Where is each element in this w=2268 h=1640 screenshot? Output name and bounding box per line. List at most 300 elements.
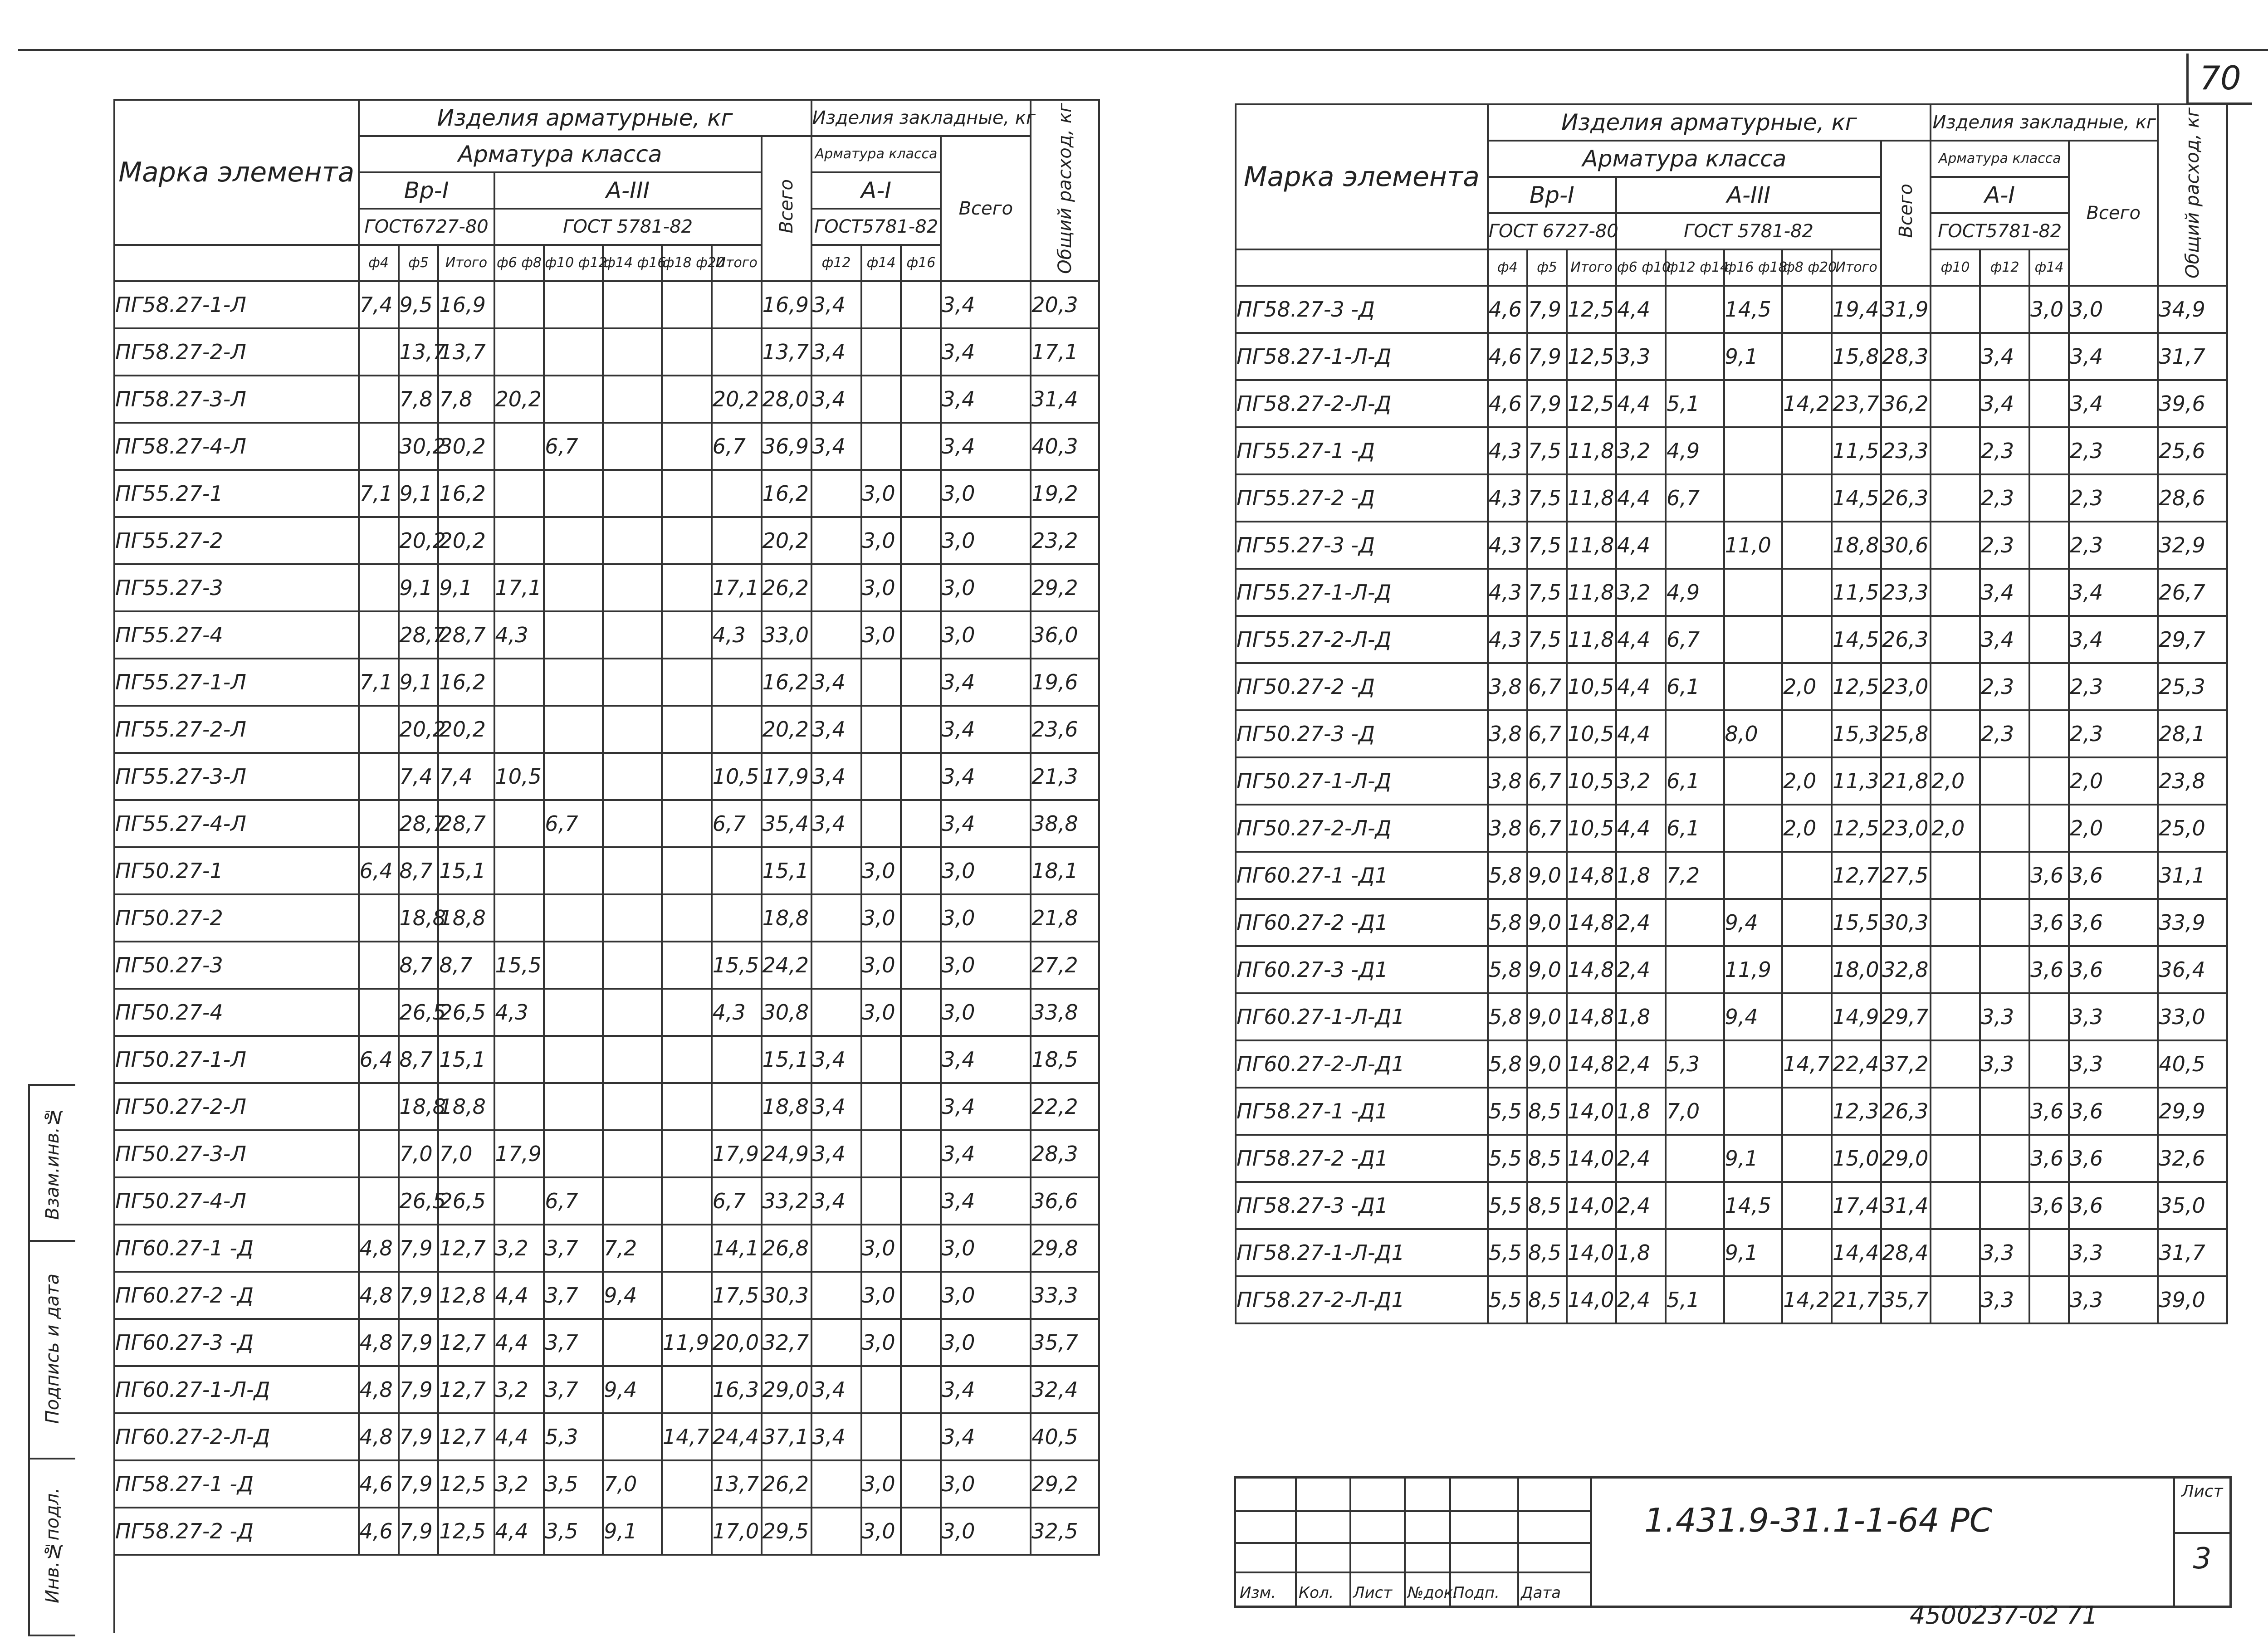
table-cell: 3,4 [811, 1083, 861, 1130]
table-cell [1782, 286, 1832, 333]
table-cell [811, 564, 861, 611]
table-cell: 7,5 [1527, 474, 1567, 522]
table-cell [712, 894, 762, 942]
table-cell: 15,0 [1832, 1135, 1881, 1182]
table-cell [811, 470, 861, 517]
table-cell [1931, 852, 1980, 899]
table-cell: 3,4 [811, 423, 861, 470]
table-cell: 11,9 [1724, 946, 1783, 993]
table-cell [901, 1460, 941, 1508]
table-cell [494, 423, 544, 470]
table-cell: 5,8 [1488, 899, 1527, 946]
table-cell: 27,5 [1881, 852, 1931, 899]
table-cell [1666, 946, 1724, 993]
table-cell: 35,0 [2158, 1182, 2227, 1229]
table-cell: 6,7 [1666, 474, 1724, 522]
table-cell: 32,7 [762, 1319, 811, 1366]
header-diameter: ф6 ф10 [1616, 249, 1666, 286]
table-cell: 29,2 [1031, 1460, 1099, 1508]
table-cell [1931, 710, 1980, 757]
side-stamp-strip [28, 1084, 75, 1636]
table-cell: 6,7 [1527, 663, 1567, 710]
table-row [114, 1225, 1099, 1272]
header-a1: А-I [1931, 177, 2069, 213]
table-cell: 2,3 [1980, 427, 2029, 474]
table-cell [712, 847, 762, 894]
table-cell [662, 564, 712, 611]
table-cell [1931, 474, 1980, 522]
table-cell: 12,7 [438, 1319, 494, 1366]
table-cell: 38,8 [1031, 800, 1099, 847]
table-cell: 14,8 [1567, 1040, 1616, 1088]
table-cell [901, 894, 941, 942]
table-cell [359, 423, 399, 470]
table-cell: 18,8 [762, 894, 811, 942]
table-cell: 3,0 [861, 1319, 901, 1366]
table-cell: 14,2 [1782, 380, 1832, 427]
table-cell: 9,4 [1724, 993, 1783, 1040]
table-cell: 12,5 [1567, 333, 1616, 380]
table-cell [901, 1036, 941, 1083]
table-row [1236, 1088, 2227, 1135]
table-cell [603, 1177, 662, 1225]
table-cell: 3,0 [2029, 286, 2069, 333]
table-cell: 3,7 [544, 1366, 603, 1413]
table-cell [1931, 380, 1980, 427]
table-cell: 5,3 [544, 1413, 603, 1460]
table-cell: 24,4 [712, 1413, 762, 1460]
table-cell: 32,4 [1031, 1366, 1099, 1413]
table-cell [2029, 474, 2069, 522]
table-cell: 11,5 [1832, 569, 1881, 616]
header-diameter: ф10 ф12 [544, 245, 603, 281]
table-cell [359, 989, 399, 1036]
table-cell: 10,5 [1567, 663, 1616, 710]
table-cell: 31,4 [1881, 1182, 1931, 1229]
table-cell: 13,7 [762, 328, 811, 376]
table-cell [662, 1225, 712, 1272]
table-cell: 14,8 [1567, 946, 1616, 993]
table-cell [603, 847, 662, 894]
header-total: Всего [1881, 141, 1931, 286]
table-row [114, 659, 1099, 706]
table-cell: 6,7 [544, 423, 603, 470]
table-cell: 17,9 [762, 753, 811, 800]
table-cell: 3,6 [2029, 1088, 2069, 1135]
table-cell [861, 1036, 901, 1083]
table-cell [811, 1460, 861, 1508]
table-cell [1724, 757, 1783, 805]
table-cell: 26,5 [438, 1177, 494, 1225]
table-row [114, 1319, 1099, 1366]
table-cell: 16,9 [438, 281, 494, 328]
table-cell: 3,0 [861, 517, 901, 564]
header-a3: А-III [494, 172, 762, 209]
table-row [114, 328, 1099, 376]
table-cell: 18,8 [438, 894, 494, 942]
table-cell: 4,3 [1488, 569, 1527, 616]
element-mark: ПГ50.27-1-Л-Д [1236, 757, 1488, 805]
table-cell: 35,7 [1031, 1319, 1099, 1366]
table-cell: 14,0 [1567, 1088, 1616, 1135]
table-cell: 3,6 [2069, 852, 2158, 899]
table-cell [1724, 474, 1783, 522]
table-cell: 8,7 [399, 1036, 439, 1083]
table-cell: 32,6 [2158, 1135, 2227, 1182]
table-cell [1931, 946, 1980, 993]
table-cell: 5,5 [1488, 1182, 1527, 1229]
element-mark: ПГ58.27-3 -Д [1236, 286, 1488, 333]
table-cell: 9,0 [1527, 852, 1567, 899]
table-cell [1980, 286, 2029, 333]
element-mark: ПГ50.27-4 [114, 989, 359, 1036]
table-cell: 32,5 [1031, 1508, 1099, 1555]
page-number: 70 [2186, 54, 2252, 105]
table-cell: 15,8 [1832, 333, 1881, 380]
table-cell: 4,8 [359, 1366, 399, 1413]
table-cell [603, 564, 662, 611]
table-cell: 3,0 [861, 894, 901, 942]
left-frame-line [113, 1451, 115, 1633]
table-cell: 28,7 [438, 800, 494, 847]
table-cell [901, 1225, 941, 1272]
table-cell: 4,4 [1616, 286, 1666, 333]
table-cell [1931, 569, 1980, 616]
table-cell: 10,5 [494, 753, 544, 800]
table-row [1236, 286, 2227, 333]
table-cell [1931, 616, 1980, 663]
table-cell: 8,7 [399, 847, 439, 894]
element-mark: ПГ58.27-2 -Д1 [1236, 1135, 1488, 1182]
table-cell: 25,8 [1881, 710, 1931, 757]
element-mark: ПГ55.27-1-Л [114, 659, 359, 706]
table-cell [544, 1083, 603, 1130]
table-cell [901, 1413, 941, 1460]
table-cell: 37,1 [762, 1413, 811, 1460]
table-cell: 7,2 [603, 1225, 662, 1272]
table-cell: 3,3 [1980, 1276, 2029, 1323]
table-cell: 17,9 [712, 1130, 762, 1177]
table-cell [544, 611, 603, 659]
table-cell [1724, 663, 1783, 710]
table-cell: 7,0 [603, 1460, 662, 1508]
table-cell: 20,2 [399, 706, 439, 753]
table-cell: 3,5 [544, 1460, 603, 1508]
table-cell: 8,0 [1724, 710, 1783, 757]
table-cell: 14,9 [1832, 993, 1881, 1040]
table-cell: 8,5 [1527, 1088, 1567, 1135]
table-cell [662, 1272, 712, 1319]
table-cell: 24,2 [762, 942, 811, 989]
table-cell: 2,0 [2069, 805, 2158, 852]
element-mark: ПГ60.27-1-Л-Д1 [1236, 993, 1488, 1040]
table-cell: 3,2 [494, 1225, 544, 1272]
table-cell [603, 894, 662, 942]
table-cell [662, 1460, 712, 1508]
table-cell: 7,0 [438, 1130, 494, 1177]
table-cell [359, 706, 399, 753]
header-gost-bp: ГОСТ 6727-80 [1488, 213, 1616, 249]
table-cell: 28,0 [762, 376, 811, 423]
table-cell: 2,0 [2069, 757, 2158, 805]
table-row [114, 847, 1099, 894]
table-cell [2029, 616, 2069, 663]
table-cell: 4,4 [1616, 616, 1666, 663]
table-cell [494, 1083, 544, 1130]
table-cell [1666, 1229, 1724, 1276]
element-mark: ПГ55.27-3 -Д [1236, 522, 1488, 569]
table-cell [662, 753, 712, 800]
table-cell [359, 1177, 399, 1225]
header-a1: А-I [811, 172, 941, 209]
table-cell: 3,0 [861, 611, 901, 659]
table-cell: 4,4 [494, 1319, 544, 1366]
element-mark: ПГ58.27-2-Л [114, 328, 359, 376]
table-cell: 12,5 [438, 1460, 494, 1508]
table-cell: 23,2 [1031, 517, 1099, 564]
table-cell: 12,5 [1832, 663, 1881, 710]
table-cell: 3,4 [941, 376, 1031, 423]
table-cell: 6,7 [1527, 710, 1567, 757]
table-cell: 7,8 [399, 376, 439, 423]
table-cell: 2,0 [1931, 757, 1980, 805]
table-cell: 3,2 [494, 1366, 544, 1413]
table-row [114, 942, 1099, 989]
table-cell: 5,5 [1488, 1088, 1527, 1135]
table-cell: 31,9 [1881, 286, 1931, 333]
table-cell: 7,9 [399, 1413, 439, 1460]
header-diameter: Итого [1567, 249, 1616, 286]
table-cell [1931, 1040, 1980, 1088]
table-cell: 3,7 [544, 1319, 603, 1366]
table-cell: 3,0 [861, 1225, 901, 1272]
table-cell [712, 1083, 762, 1130]
table-cell: 3,6 [2069, 1088, 2158, 1135]
element-mark: ПГ55.27-3 [114, 564, 359, 611]
table-cell: 3,4 [811, 1413, 861, 1460]
table-cell [662, 1508, 712, 1555]
table-cell: 1,8 [1616, 852, 1666, 899]
table-cell: 1,8 [1616, 1088, 1666, 1135]
table-cell: 3,0 [861, 989, 901, 1036]
table-cell: 3,0 [941, 1460, 1031, 1508]
table-cell: 3,4 [941, 1177, 1031, 1225]
table-cell: 3,0 [941, 611, 1031, 659]
table-cell: 11,8 [1567, 474, 1616, 522]
table-cell: 12,7 [1832, 852, 1881, 899]
table-cell [1782, 1088, 1832, 1135]
table-cell: 17,1 [712, 564, 762, 611]
header-diameter: ф16 [901, 245, 941, 281]
table-cell: 9,1 [399, 470, 439, 517]
table-cell: 3,4 [941, 1083, 1031, 1130]
table-cell: 18,8 [762, 1083, 811, 1130]
table-cell: 3,0 [861, 1508, 901, 1555]
table-cell: 25,6 [2158, 427, 2227, 474]
table-cell: 3,4 [811, 1177, 861, 1225]
table-cell: 3,8 [1488, 663, 1527, 710]
table-cell [662, 989, 712, 1036]
table-cell: 14,7 [1782, 1040, 1832, 1088]
table-cell: 14,5 [1832, 474, 1881, 522]
table-cell [2029, 333, 2069, 380]
table-cell: 3,0 [941, 1272, 1031, 1319]
table-cell: 3,0 [861, 470, 901, 517]
table-cell: 11,3 [1832, 757, 1881, 805]
table-cell [1782, 569, 1832, 616]
table-cell: 3,4 [1980, 616, 2029, 663]
header-mark: Марка элемента [1236, 104, 1488, 249]
table-cell: 5,1 [1666, 1276, 1724, 1323]
header-diameter: ф18 ф20 [662, 245, 712, 281]
header-mark: Марка элемента [114, 100, 359, 245]
table-cell: 3,4 [941, 800, 1031, 847]
table-cell: 16,2 [762, 470, 811, 517]
table-row [114, 1413, 1099, 1460]
table-row [1236, 380, 2227, 427]
table-cell: 13,7 [438, 328, 494, 376]
header-embedded-group: Изделия закладные, кг [1931, 104, 2158, 141]
table-row [1236, 427, 2227, 474]
header-diameter: ф4 [1488, 249, 1527, 286]
table-cell: 9,0 [1527, 946, 1567, 993]
element-mark: ПГ55.27-2 [114, 517, 359, 564]
table-cell: 11,9 [662, 1319, 712, 1366]
element-mark: ПГ55.27-2-Л-Д [1236, 616, 1488, 663]
table-cell: 3,4 [941, 1036, 1031, 1083]
table-cell [603, 328, 662, 376]
table-cell: 23,3 [1881, 569, 1931, 616]
table-cell: 20,3 [1031, 281, 1099, 328]
table-cell: 14,2 [1782, 1276, 1832, 1323]
table-cell [494, 1177, 544, 1225]
table-cell: 14,7 [662, 1413, 712, 1460]
table-cell: 3,3 [2069, 993, 2158, 1040]
element-mark: ПГ60.27-2 -Д [114, 1272, 359, 1319]
table-cell: 16,9 [762, 281, 811, 328]
table-cell [662, 1083, 712, 1130]
table-cell: 30,3 [762, 1272, 811, 1319]
table-cell [811, 1319, 861, 1366]
table-cell [901, 1366, 941, 1413]
table-cell [1980, 757, 2029, 805]
table-cell: 26,3 [1881, 1088, 1931, 1135]
table-cell [1666, 710, 1724, 757]
element-mark: ПГ50.27-2-Л-Д [1236, 805, 1488, 852]
table-cell: 3,0 [941, 470, 1031, 517]
table-cell: 4,6 [359, 1460, 399, 1508]
table-cell [662, 942, 712, 989]
header-diameter: ф14 [2029, 249, 2069, 286]
table-cell: 3,4 [811, 281, 861, 328]
table-cell [603, 611, 662, 659]
table-cell: 2,3 [2069, 427, 2158, 474]
header-diameter: ф14 ф16 [603, 245, 662, 281]
table-cell [1782, 474, 1832, 522]
table-cell: 27,2 [1031, 942, 1099, 989]
table-cell [861, 659, 901, 706]
element-mark: ПГ50.27-3 -Д [1236, 710, 1488, 757]
table-row [1236, 333, 2227, 380]
header-total-2: Всего [941, 136, 1031, 281]
table-cell: 22,4 [1832, 1040, 1881, 1088]
table-cell: 3,4 [811, 376, 861, 423]
table-cell [1980, 1088, 2029, 1135]
table-cell [861, 376, 901, 423]
table-cell: 8,5 [1527, 1135, 1567, 1182]
table-cell: 10,5 [1567, 805, 1616, 852]
table-cell: 8,5 [1527, 1276, 1567, 1323]
table-row [114, 1177, 1099, 1225]
table-cell: 4,4 [494, 1272, 544, 1319]
table-row [114, 1272, 1099, 1319]
table-cell [1724, 805, 1783, 852]
table-cell [811, 942, 861, 989]
table-cell [603, 706, 662, 753]
table-cell [603, 800, 662, 847]
table-cell: 19,6 [1031, 659, 1099, 706]
table-cell [494, 659, 544, 706]
table-cell [2029, 569, 2069, 616]
header-diameter: Итого [712, 245, 762, 281]
table-cell: 4,6 [359, 1508, 399, 1555]
table-cell: 29,7 [2158, 616, 2227, 663]
table-cell [712, 470, 762, 517]
table-cell: 12,5 [1567, 286, 1616, 333]
table-cell: 39,0 [2158, 1276, 2227, 1323]
table-cell: 5,8 [1488, 1040, 1527, 1088]
table-cell: 21,8 [1881, 757, 1931, 805]
table-cell [1782, 852, 1832, 899]
table-cell [662, 1177, 712, 1225]
element-mark: ПГ60.27-2 -Д1 [1236, 899, 1488, 946]
table-cell: 3,0 [861, 564, 901, 611]
table-cell [811, 1225, 861, 1272]
table-cell [2029, 993, 2069, 1040]
table-cell [544, 517, 603, 564]
table-cell: 6,7 [1666, 616, 1724, 663]
table-cell: 3,2 [494, 1460, 544, 1508]
table-cell: 23,8 [2158, 757, 2227, 805]
table-cell [811, 1508, 861, 1555]
table-cell: 4,6 [1488, 286, 1527, 333]
header-general: Общий расход, кг [2158, 104, 2227, 286]
table-cell [662, 847, 712, 894]
table-cell: 2,4 [1616, 1040, 1666, 1088]
table-cell: 6,7 [544, 1177, 603, 1225]
table-cell: 32,9 [2158, 522, 2227, 569]
table-cell [1724, 569, 1783, 616]
table-cell: 4,3 [1488, 616, 1527, 663]
table-cell: 2,3 [1980, 522, 2029, 569]
table-cell [1931, 899, 1980, 946]
table-cell: 12,3 [1832, 1088, 1881, 1135]
table-cell: 7,4 [438, 753, 494, 800]
table-cell: 28,6 [2158, 474, 2227, 522]
table-cell [901, 611, 941, 659]
table-cell: 29,2 [1031, 564, 1099, 611]
table-cell: 18,8 [399, 1083, 439, 1130]
table-cell: 4,3 [494, 611, 544, 659]
tb-col-data: Дата [1521, 1584, 1561, 1602]
table-cell: 30,2 [438, 423, 494, 470]
table-row [114, 470, 1099, 517]
table-cell: 7,5 [1527, 616, 1567, 663]
table-cell: 8,7 [399, 942, 439, 989]
table-cell: 3,0 [941, 564, 1031, 611]
table-cell: 30,3 [1881, 899, 1931, 946]
table-cell [901, 1272, 941, 1319]
